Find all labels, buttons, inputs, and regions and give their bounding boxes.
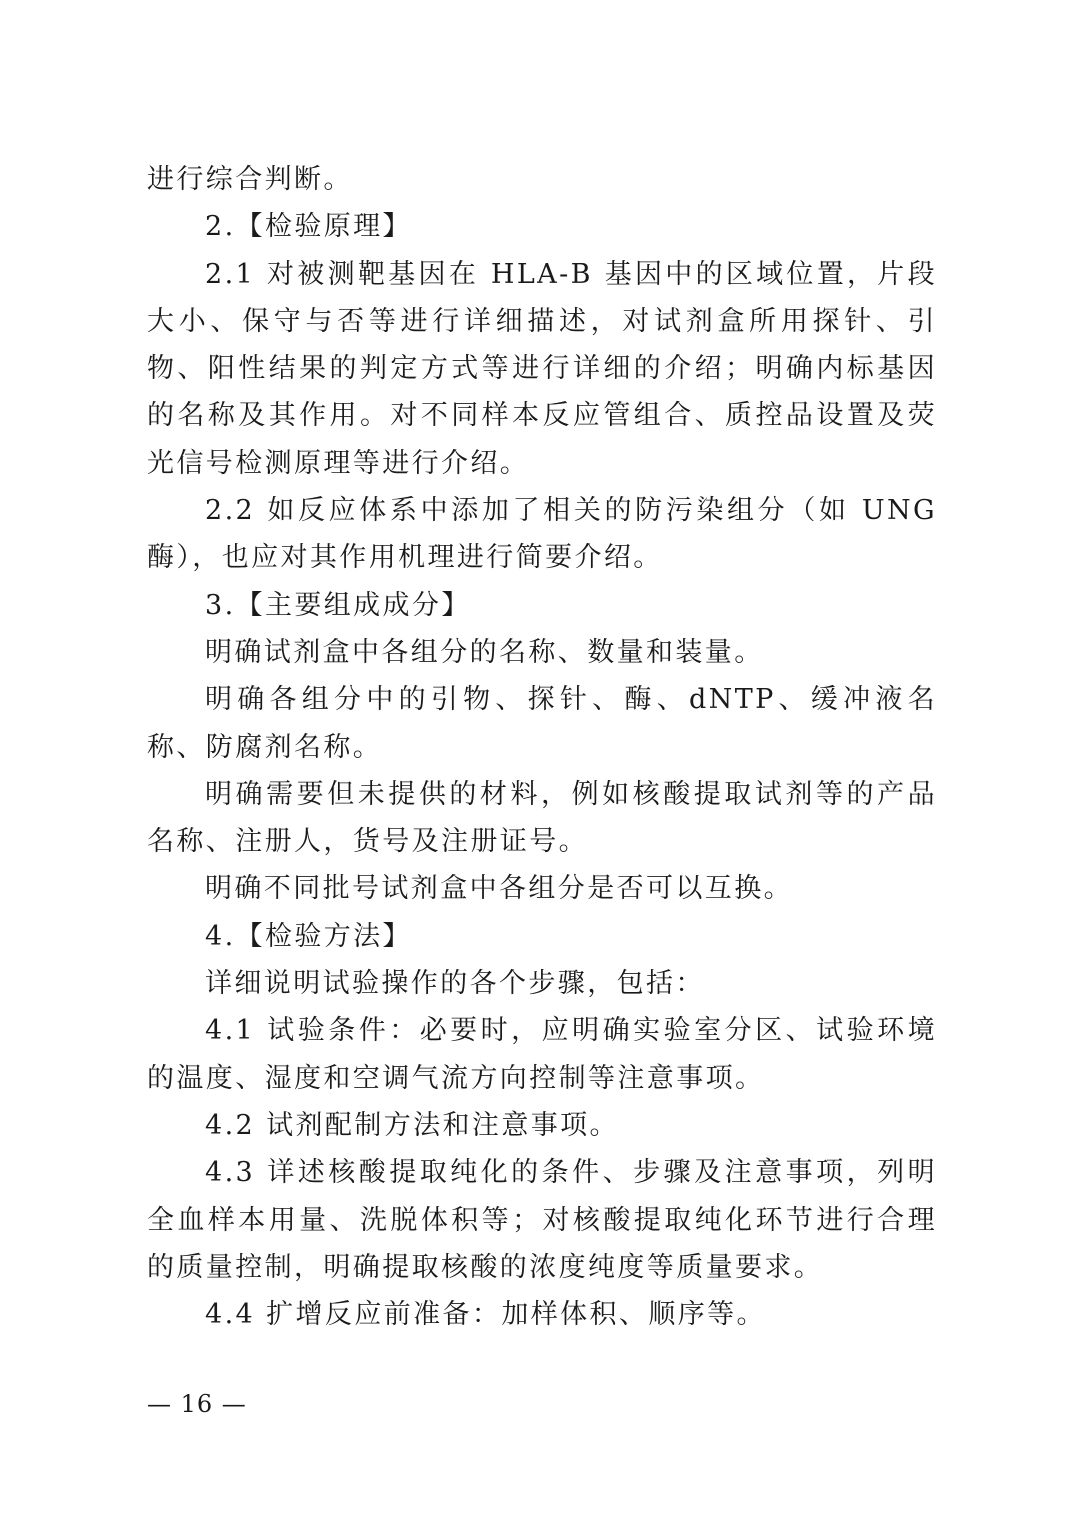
page-number: — 16 — — [147, 1390, 247, 1418]
paragraph-method-intro: 详细说明试验操作的各个步骤，包括： — [205, 968, 705, 1000]
paragraph-components-2: 明确各组分中的引物、探针、酶、dNTP、缓冲液名称、防腐剂名称。 — [147, 684, 937, 763]
paragraph-2-1: 2.1 对被测靶基因在 HLA-B 基因中的区域位置，片段大小、保守与否等进行详细描述，对试剂盒所用探针、引物、阳性结果的判定方式等进行详细的介绍；明确内标基因的名称及其作用。对不同样本反应管组合、质控品设置及荧光信号检测原理等进行介绍。 — [147, 258, 937, 479]
document-body — [147, 156, 937, 1338]
paragraph-components-1: 明确试剂盒中各组分的名称、数量和装量。 — [205, 636, 764, 668]
section-heading-method: 4.【检验方法】 — [205, 920, 412, 952]
paragraph-4-3: 4.3 详述核酸提取纯化的条件、步骤及注意事项，列明全血样本用量、洗脱体积等；对核酸提取纯化环节进行合理的质量控制，明确提取核酸的浓度纯度等质量要求。 — [147, 1157, 937, 1283]
paragraph-continuation: 进行综合判断。 — [147, 164, 353, 195]
paragraph-4-1: 4.1 试验条件：必要时，应明确实验室分区、试验环境的温度、湿度和空调气流方向控制等注意事项。 — [147, 1015, 937, 1094]
paragraph-components-3: 明确需要但未提供的材料，例如核酸提取试剂等的产品名称、注册人，货号及注册证号。 — [147, 778, 937, 858]
section-heading-principle: 2.【检验原理】 — [205, 211, 412, 243]
paragraph-4-4: 4.4 扩增反应前准备：加样体积、顺序等。 — [205, 1299, 766, 1331]
paragraph-components-4: 明确不同批号试剂盒中各组分是否可以互换。 — [205, 873, 793, 905]
paragraph-4-2: 4.2 试剂配制方法和注意事项。 — [205, 1109, 619, 1141]
section-heading-components: 3.【主要组成成分】 — [205, 589, 471, 621]
paragraph-2-2: 2.2 如反应体系中添加了相关的防污染组分（如 UNG 酶），也应对其作用机理进行简要介绍。 — [147, 495, 937, 574]
